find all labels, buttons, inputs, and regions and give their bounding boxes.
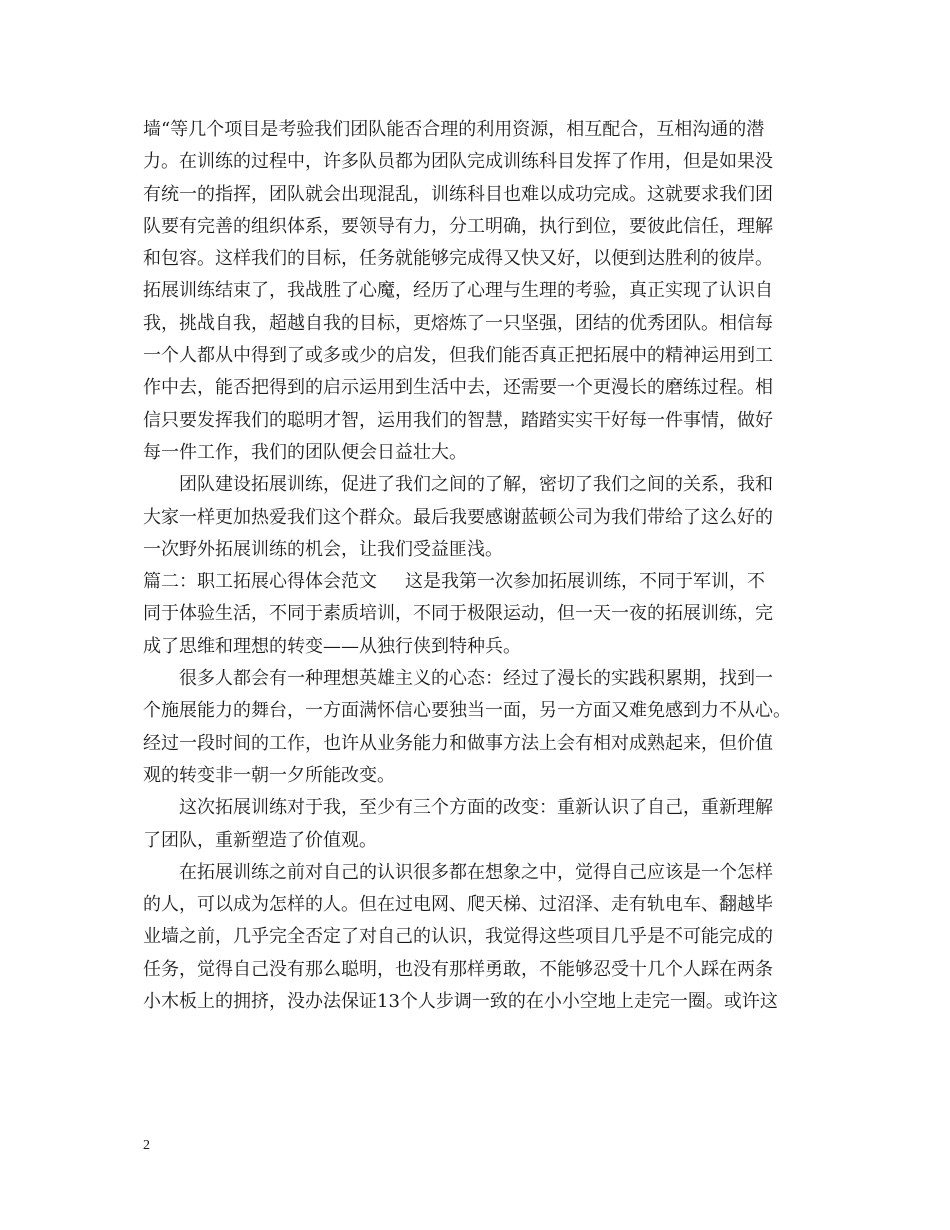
text-line: 成了思维和理想的转变——从独行侠到特种兵。 [143,635,521,657]
section-heading-line [143,566,813,598]
text-line: 一次野外拓展训练的机会，让我们受益匪浅。 [143,538,503,560]
text-line: 很多人都会有一种理想英雄主义的心态：经过了漫长的实践积累期，找到一 [179,668,773,690]
text-line: 和包容。这样我们的目标，任务就能够完成得又快又好，以便到达胜利的彼岸。 [143,248,773,270]
text-line: 同于体验生活，不同于素质培训，不同于极限运动，但一天一夜的拓展训练，完 [143,603,773,625]
text-line: 了团队，重新塑造了价值观。 [143,829,377,851]
text-line: 任务，觉得自己没有那么聪明，也没有那样勇敢，不能够忍受十几个人踩在两条 [143,958,773,980]
text-line: 信只要发挥我们的聪明才智，运用我们的智慧，踏踏实实干好每一件事情，做好 [143,409,773,431]
text-line: 我，挑战自我，超越自我的目标，更熔炼了一只坚强，团结的优秀团队。相信每 [143,312,773,334]
page-number: 2 [143,1138,150,1153]
text-line: 力。在训练的过程中，许多队员都为团队完成训练科目发挥了作用，但是如果没 [143,151,773,173]
text-line: 有统一的指挥，团队就会出现混乱，训练科目也难以成功完成。这就要求我们团 [143,183,773,205]
text-line: 观的转变非一朝一夕所能改变。 [143,764,395,786]
text-line: 墙“等几个项目是考验我们团队能否合理的利用资源，相互配合，互相沟通的潜 [143,119,765,140]
text-line: 的人，可以成为怎样的人。但在过电网、爬天梯、过沼泽、走有轨电车、翻越毕 [143,894,773,916]
text-line: 团队建设拓展训练，促进了我们之间的了解，密切了我们之间的关系，我和 [179,474,773,496]
text-line: 队要有完善的组织体系，要领导有力，分工明确，执行到位，要彼此信任，理解 [143,215,773,237]
text-line: 在拓展训练之前对自己的认识很多都在想象之中，觉得自己应该是一个怎样 [179,861,773,883]
text-line: 作中去，能否把得到的启示运用到生活中去，还需要一个更漫长的磨练过程。相 [143,377,773,399]
section-heading: 篇二：职工拓展心得体会范文 [143,571,377,593]
text-line: 小木板上的拥挤，没办法保证13个人步调一致的在小小空地上走完一圈。或许这 [143,991,778,1013]
text-line: 经过一段时间的工作，也许从业务能力和做事方法上会有相对成熟起来，但价值 [143,732,773,754]
text-line: 大家一样更加热爱我们这个群众。最后我要感谢蓝顿公司为我们带给了这么好的 [143,506,773,528]
document-body [143,114,813,1018]
text-line: 这次拓展训练对于我，至少有三个方面的改变：重新认识了自己，重新理解 [179,797,773,819]
text-line: 业墙之前，几乎完全否定了对自己的认识，我觉得这些项目几乎是不可能完成的 [143,926,773,948]
text-line: 每一件工作，我们的团队便会日益壮大。 [143,441,467,463]
text-line: 拓展训练结束了，我战胜了心魔，经历了心理与生理的考验，真正实现了认识自 [143,280,773,302]
text-line: 一个人都从中得到了或多或少的启发，但我们能否真正把拓展中的精神运用到工 [143,345,773,367]
section-first-text: 这是我第一次参加拓展训练，不同于军训，不 [405,571,765,593]
text-line: 个施展能力的舞台，一方面满怀信心要独当一面，另一方面又难免感到力不从心。 [143,700,791,722]
